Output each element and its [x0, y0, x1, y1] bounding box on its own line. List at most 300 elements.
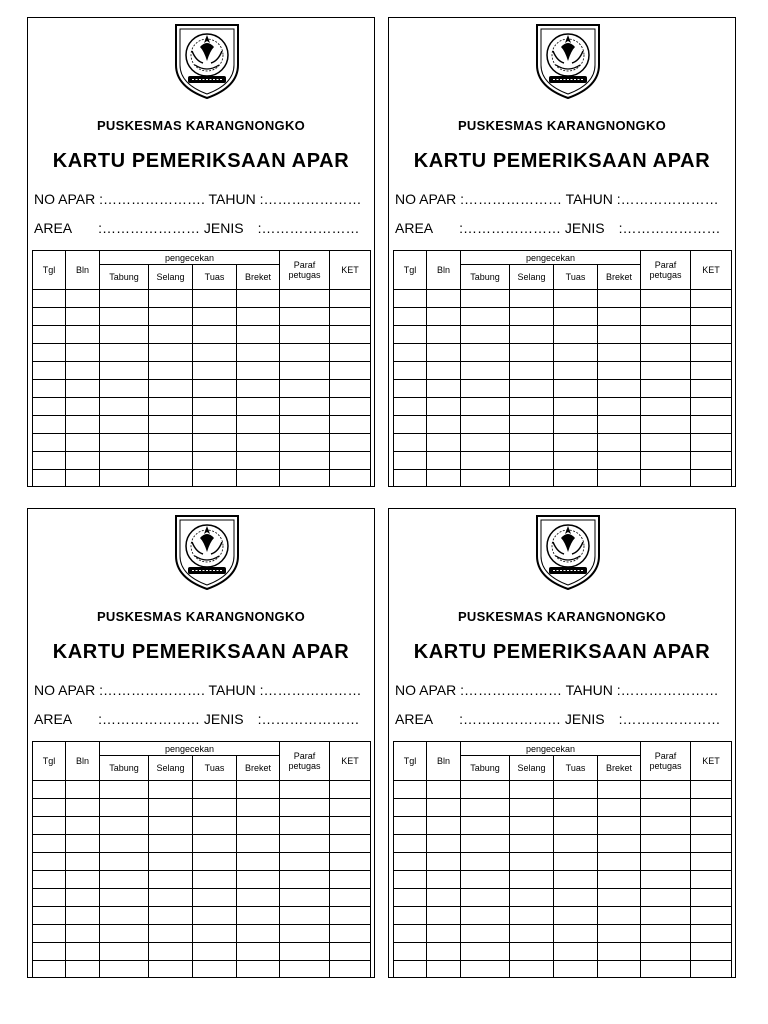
col-bln-header: Bln: [427, 251, 461, 290]
col-tabung-header: Tabung: [100, 265, 149, 290]
table-cell: [237, 925, 280, 943]
table-cell: [510, 817, 554, 835]
table-cell: [427, 398, 461, 416]
col-bln-header: Bln: [66, 251, 100, 290]
area-value: :…………………: [459, 220, 562, 236]
organization-name: PUSKESMAS KARANGNONGKO: [457, 609, 667, 624]
table-cell: [33, 961, 66, 979]
col-ket-header: KET: [330, 251, 371, 290]
table-cell: [280, 943, 330, 961]
table-cell: [427, 290, 461, 308]
table-cell: [149, 817, 193, 835]
table-cell: [641, 326, 691, 344]
col-ket-header: KET: [691, 251, 732, 290]
table-cell: [149, 781, 193, 799]
table-cell: [237, 290, 280, 308]
table-cell: [691, 799, 732, 817]
table-cell: [193, 889, 237, 907]
table-row: [394, 943, 732, 961]
table-cell: [33, 871, 66, 889]
table-cell: [149, 907, 193, 925]
table-cell: [394, 452, 427, 470]
table-row: [394, 344, 732, 362]
table-cell: [33, 470, 66, 488]
table-cell: [427, 835, 461, 853]
table-cell: [691, 290, 732, 308]
table-cell: [149, 835, 193, 853]
table-cell: [330, 943, 371, 961]
col-selang-header: Selang: [149, 265, 193, 290]
table-cell: [66, 889, 100, 907]
table-row: [33, 470, 371, 488]
table-cell: [33, 398, 66, 416]
table-cell: [461, 925, 510, 943]
table-cell: [33, 344, 66, 362]
col-selang-header: Selang: [510, 756, 554, 781]
table-cell: [598, 781, 641, 799]
table-cell: [461, 943, 510, 961]
table-cell: [237, 398, 280, 416]
table-cell: [193, 925, 237, 943]
apar-card: [388, 17, 736, 487]
table-cell: [280, 925, 330, 943]
table-cell: [427, 961, 461, 979]
table-cell: [280, 799, 330, 817]
table-cell: [598, 853, 641, 871]
table-cell: [33, 799, 66, 817]
table-cell: [598, 871, 641, 889]
tahun-value: :…………………: [259, 682, 362, 698]
table-cell: [510, 380, 554, 398]
table-row: [394, 308, 732, 326]
table-cell: [394, 853, 427, 871]
table-row: [33, 799, 371, 817]
apar-card: [27, 17, 375, 487]
table-row: [33, 452, 371, 470]
table-cell: [691, 781, 732, 799]
table-cell: [394, 835, 427, 853]
inspection-table: [393, 741, 732, 978]
col-paraf-header: Paraf petugas: [641, 742, 691, 781]
table-cell: [554, 871, 598, 889]
table-cell: [510, 470, 554, 488]
col-bln-header: Bln: [427, 742, 461, 781]
jenis-value: :…………………: [257, 711, 360, 727]
col-selang-header: Selang: [510, 265, 554, 290]
table-cell: [280, 326, 330, 344]
table-cell: [237, 416, 280, 434]
table-cell: [193, 362, 237, 380]
table-cell: [510, 871, 554, 889]
table-cell: [193, 452, 237, 470]
table-row: [394, 380, 732, 398]
table-cell: [427, 416, 461, 434]
table-cell: [149, 416, 193, 434]
table-cell: [598, 961, 641, 979]
table-cell: [510, 398, 554, 416]
table-cell: [394, 871, 427, 889]
inspection-table: [393, 250, 732, 487]
table-cell: [66, 817, 100, 835]
table-cell: [66, 907, 100, 925]
table-cell: [280, 416, 330, 434]
table-cell: [280, 961, 330, 979]
table-cell: [394, 817, 427, 835]
table-cell: [237, 835, 280, 853]
table-cell: [149, 961, 193, 979]
table-cell: [641, 344, 691, 362]
table-row: [33, 434, 371, 452]
table-cell: [461, 380, 510, 398]
no-apar-value: :………………….: [99, 191, 205, 207]
table-cell: [330, 434, 371, 452]
table-row: [33, 416, 371, 434]
table-cell: [66, 398, 100, 416]
table-cell: [394, 326, 427, 344]
table-cell: [510, 943, 554, 961]
table-row: [33, 853, 371, 871]
table-cell: [427, 308, 461, 326]
table-cell: [33, 380, 66, 398]
table-cell: [427, 817, 461, 835]
table-cell: [330, 290, 371, 308]
table-cell: [691, 835, 732, 853]
organization-name: PUSKESMAS KARANGNONGKO: [96, 609, 306, 624]
table-cell: [33, 326, 66, 344]
table-row: [33, 362, 371, 380]
table-cell: [330, 799, 371, 817]
table-cell: [427, 925, 461, 943]
table-cell: [280, 470, 330, 488]
table-cell: [461, 344, 510, 362]
table-cell: [598, 326, 641, 344]
table-cell: [691, 344, 732, 362]
table-cell: [394, 781, 427, 799]
area-row: [395, 711, 731, 727]
table-cell: [554, 434, 598, 452]
pengecekan-group-header: pengecekan: [461, 251, 641, 265]
table-cell: [554, 781, 598, 799]
table-row: [394, 362, 732, 380]
table-row: [33, 781, 371, 799]
table-cell: [149, 326, 193, 344]
table-cell: [461, 452, 510, 470]
col-tabung-header: Tabung: [461, 265, 510, 290]
table-cell: [641, 452, 691, 470]
tahun-label: TAHUN: [565, 191, 613, 207]
table-cell: [598, 308, 641, 326]
table-cell: [598, 362, 641, 380]
table-cell: [100, 416, 149, 434]
table-cell: [237, 817, 280, 835]
area-label: AREA: [34, 711, 73, 727]
table-cell: [641, 853, 691, 871]
table-cell: [33, 925, 66, 943]
table-cell: [598, 835, 641, 853]
table-cell: [461, 853, 510, 871]
table-cell: [641, 380, 691, 398]
table-cell: [193, 781, 237, 799]
tahun-value: :…………………: [616, 191, 719, 207]
table-cell: [554, 817, 598, 835]
table-cell: [427, 781, 461, 799]
table-row: [394, 781, 732, 799]
table-cell: [691, 398, 732, 416]
tahun-label: TAHUN: [208, 191, 256, 207]
table-row: [394, 925, 732, 943]
table-cell: [691, 434, 732, 452]
table-cell: [461, 835, 510, 853]
table-cell: [510, 326, 554, 344]
table-cell: [641, 308, 691, 326]
table-row: [394, 326, 732, 344]
table-cell: [66, 362, 100, 380]
table-cell: [510, 344, 554, 362]
table-cell: [510, 290, 554, 308]
table-cell: [394, 799, 427, 817]
table-cell: [598, 452, 641, 470]
table-cell: [330, 817, 371, 835]
card-title: KARTU PEMERIKSAAN APAR: [52, 150, 350, 172]
table-cell: [554, 362, 598, 380]
no-apar-value: :…………………: [460, 191, 562, 207]
table-cell: [598, 925, 641, 943]
table-cell: [100, 362, 149, 380]
table-body: [394, 781, 732, 979]
table-cell: [427, 853, 461, 871]
table-cell: [461, 799, 510, 817]
table-cell: [100, 961, 149, 979]
jenis-value: :…………………: [257, 220, 360, 236]
table-cell: [100, 398, 149, 416]
table-cell: [193, 907, 237, 925]
table-cell: [100, 853, 149, 871]
table-row: [33, 344, 371, 362]
table-cell: [193, 416, 237, 434]
apar-card: [27, 508, 375, 978]
table-cell: [66, 853, 100, 871]
organization-name: PUSKESMAS KARANGNONGKO: [457, 118, 667, 133]
table-cell: [149, 434, 193, 452]
area-value: :…………………: [459, 711, 562, 727]
table-cell: [394, 416, 427, 434]
table-cell: [100, 781, 149, 799]
table-row: [33, 961, 371, 979]
table-cell: [193, 853, 237, 871]
table-cell: [641, 835, 691, 853]
table-cell: [330, 889, 371, 907]
area-value: :…………………: [98, 711, 201, 727]
table-cell: [598, 290, 641, 308]
table-cell: [641, 398, 691, 416]
table-cell: [193, 470, 237, 488]
table-cell: [280, 835, 330, 853]
pengecekan-group-header: pengecekan: [100, 742, 280, 756]
table-cell: [149, 380, 193, 398]
table-cell: [461, 434, 510, 452]
table-cell: [330, 326, 371, 344]
table-cell: [691, 470, 732, 488]
table-cell: [100, 907, 149, 925]
table-cell: [427, 907, 461, 925]
table-cell: [193, 799, 237, 817]
no-apar-row: [395, 682, 731, 698]
table-cell: [691, 362, 732, 380]
no-apar-row: [34, 682, 370, 698]
table-cell: [149, 871, 193, 889]
table-cell: [280, 380, 330, 398]
regency-emblem-icon: [531, 512, 605, 592]
no-apar-value: :…………………: [460, 682, 562, 698]
table-cell: [554, 961, 598, 979]
col-tgl-header: Tgl: [33, 742, 66, 781]
table-cell: [554, 907, 598, 925]
table-cell: [149, 344, 193, 362]
table-cell: [149, 889, 193, 907]
table-cell: [510, 781, 554, 799]
table-cell: [394, 925, 427, 943]
table-cell: [100, 835, 149, 853]
table-cell: [554, 853, 598, 871]
table-row: [33, 925, 371, 943]
table-cell: [237, 889, 280, 907]
table-row: [394, 452, 732, 470]
table-cell: [33, 362, 66, 380]
table-cell: [461, 817, 510, 835]
table-row: [33, 290, 371, 308]
table-cell: [510, 925, 554, 943]
table-cell: [598, 380, 641, 398]
card-title: KARTU PEMERIKSAAN APAR: [52, 641, 350, 663]
table-cell: [691, 871, 732, 889]
col-tgl-header: Tgl: [394, 251, 427, 290]
no-apar-row: [395, 191, 731, 207]
table-cell: [554, 398, 598, 416]
table-cell: [554, 308, 598, 326]
table-cell: [100, 817, 149, 835]
table-cell: [461, 326, 510, 344]
table-row: [394, 799, 732, 817]
table-row: [394, 398, 732, 416]
table-cell: [598, 889, 641, 907]
pengecekan-group-header: pengecekan: [100, 251, 280, 265]
table-cell: [237, 907, 280, 925]
table-cell: [641, 362, 691, 380]
table-cell: [100, 799, 149, 817]
table-cell: [66, 434, 100, 452]
table-cell: [691, 907, 732, 925]
table-cell: [510, 889, 554, 907]
table-cell: [510, 308, 554, 326]
pengecekan-group-header: pengecekan: [461, 742, 641, 756]
area-label: AREA: [34, 220, 73, 236]
table-cell: [427, 889, 461, 907]
table-cell: [237, 781, 280, 799]
table-cell: [427, 943, 461, 961]
col-tgl-header: Tgl: [33, 251, 66, 290]
table-cell: [237, 362, 280, 380]
table-cell: [691, 925, 732, 943]
inspection-table: [32, 741, 371, 978]
table-cell: [280, 290, 330, 308]
table-cell: [280, 344, 330, 362]
table-cell: [641, 781, 691, 799]
table-cell: [66, 344, 100, 362]
table-cell: [554, 326, 598, 344]
table-cell: [461, 416, 510, 434]
table-cell: [554, 380, 598, 398]
table-cell: [193, 398, 237, 416]
table-cell: [461, 781, 510, 799]
table-cell: [66, 380, 100, 398]
apar-card: [388, 508, 736, 978]
table-row: [33, 889, 371, 907]
table-cell: [461, 290, 510, 308]
table-row: [394, 853, 732, 871]
area-row: [34, 711, 370, 727]
table-cell: [461, 961, 510, 979]
table-cell: [193, 344, 237, 362]
table-cell: [100, 290, 149, 308]
table-cell: [461, 889, 510, 907]
table-cell: [510, 799, 554, 817]
table-cell: [66, 470, 100, 488]
table-cell: [149, 470, 193, 488]
col-tuas-header: Tuas: [193, 756, 237, 781]
table-cell: [691, 943, 732, 961]
table-cell: [641, 817, 691, 835]
table-cell: [280, 781, 330, 799]
col-breket-header: Breket: [598, 265, 641, 290]
table-cell: [554, 470, 598, 488]
table-cell: [33, 781, 66, 799]
table-cell: [280, 871, 330, 889]
table-cell: [193, 290, 237, 308]
table-cell: [510, 907, 554, 925]
table-cell: [193, 326, 237, 344]
table-cell: [330, 416, 371, 434]
table-cell: [149, 398, 193, 416]
table-cell: [33, 434, 66, 452]
table-cell: [394, 961, 427, 979]
col-tuas-header: Tuas: [554, 756, 598, 781]
table-cell: [280, 817, 330, 835]
table-cell: [461, 871, 510, 889]
table-cell: [330, 871, 371, 889]
organization-name: PUSKESMAS KARANGNONGKO: [96, 118, 306, 133]
table-cell: [394, 398, 427, 416]
tahun-label: TAHUN: [208, 682, 256, 698]
table-cell: [691, 853, 732, 871]
table-cell: [641, 470, 691, 488]
table-row: [33, 871, 371, 889]
table-cell: [641, 416, 691, 434]
table-body: [33, 290, 371, 488]
col-ket-header: KET: [330, 742, 371, 781]
inspection-table: [32, 250, 371, 487]
table-cell: [100, 889, 149, 907]
table-cell: [598, 907, 641, 925]
table-cell: [394, 470, 427, 488]
jenis-label: JENIS: [564, 220, 605, 236]
table-cell: [280, 907, 330, 925]
table-cell: [149, 943, 193, 961]
table-cell: [394, 889, 427, 907]
table-cell: [66, 943, 100, 961]
table-cell: [554, 344, 598, 362]
table-row: [33, 943, 371, 961]
area-label: AREA: [395, 711, 434, 727]
